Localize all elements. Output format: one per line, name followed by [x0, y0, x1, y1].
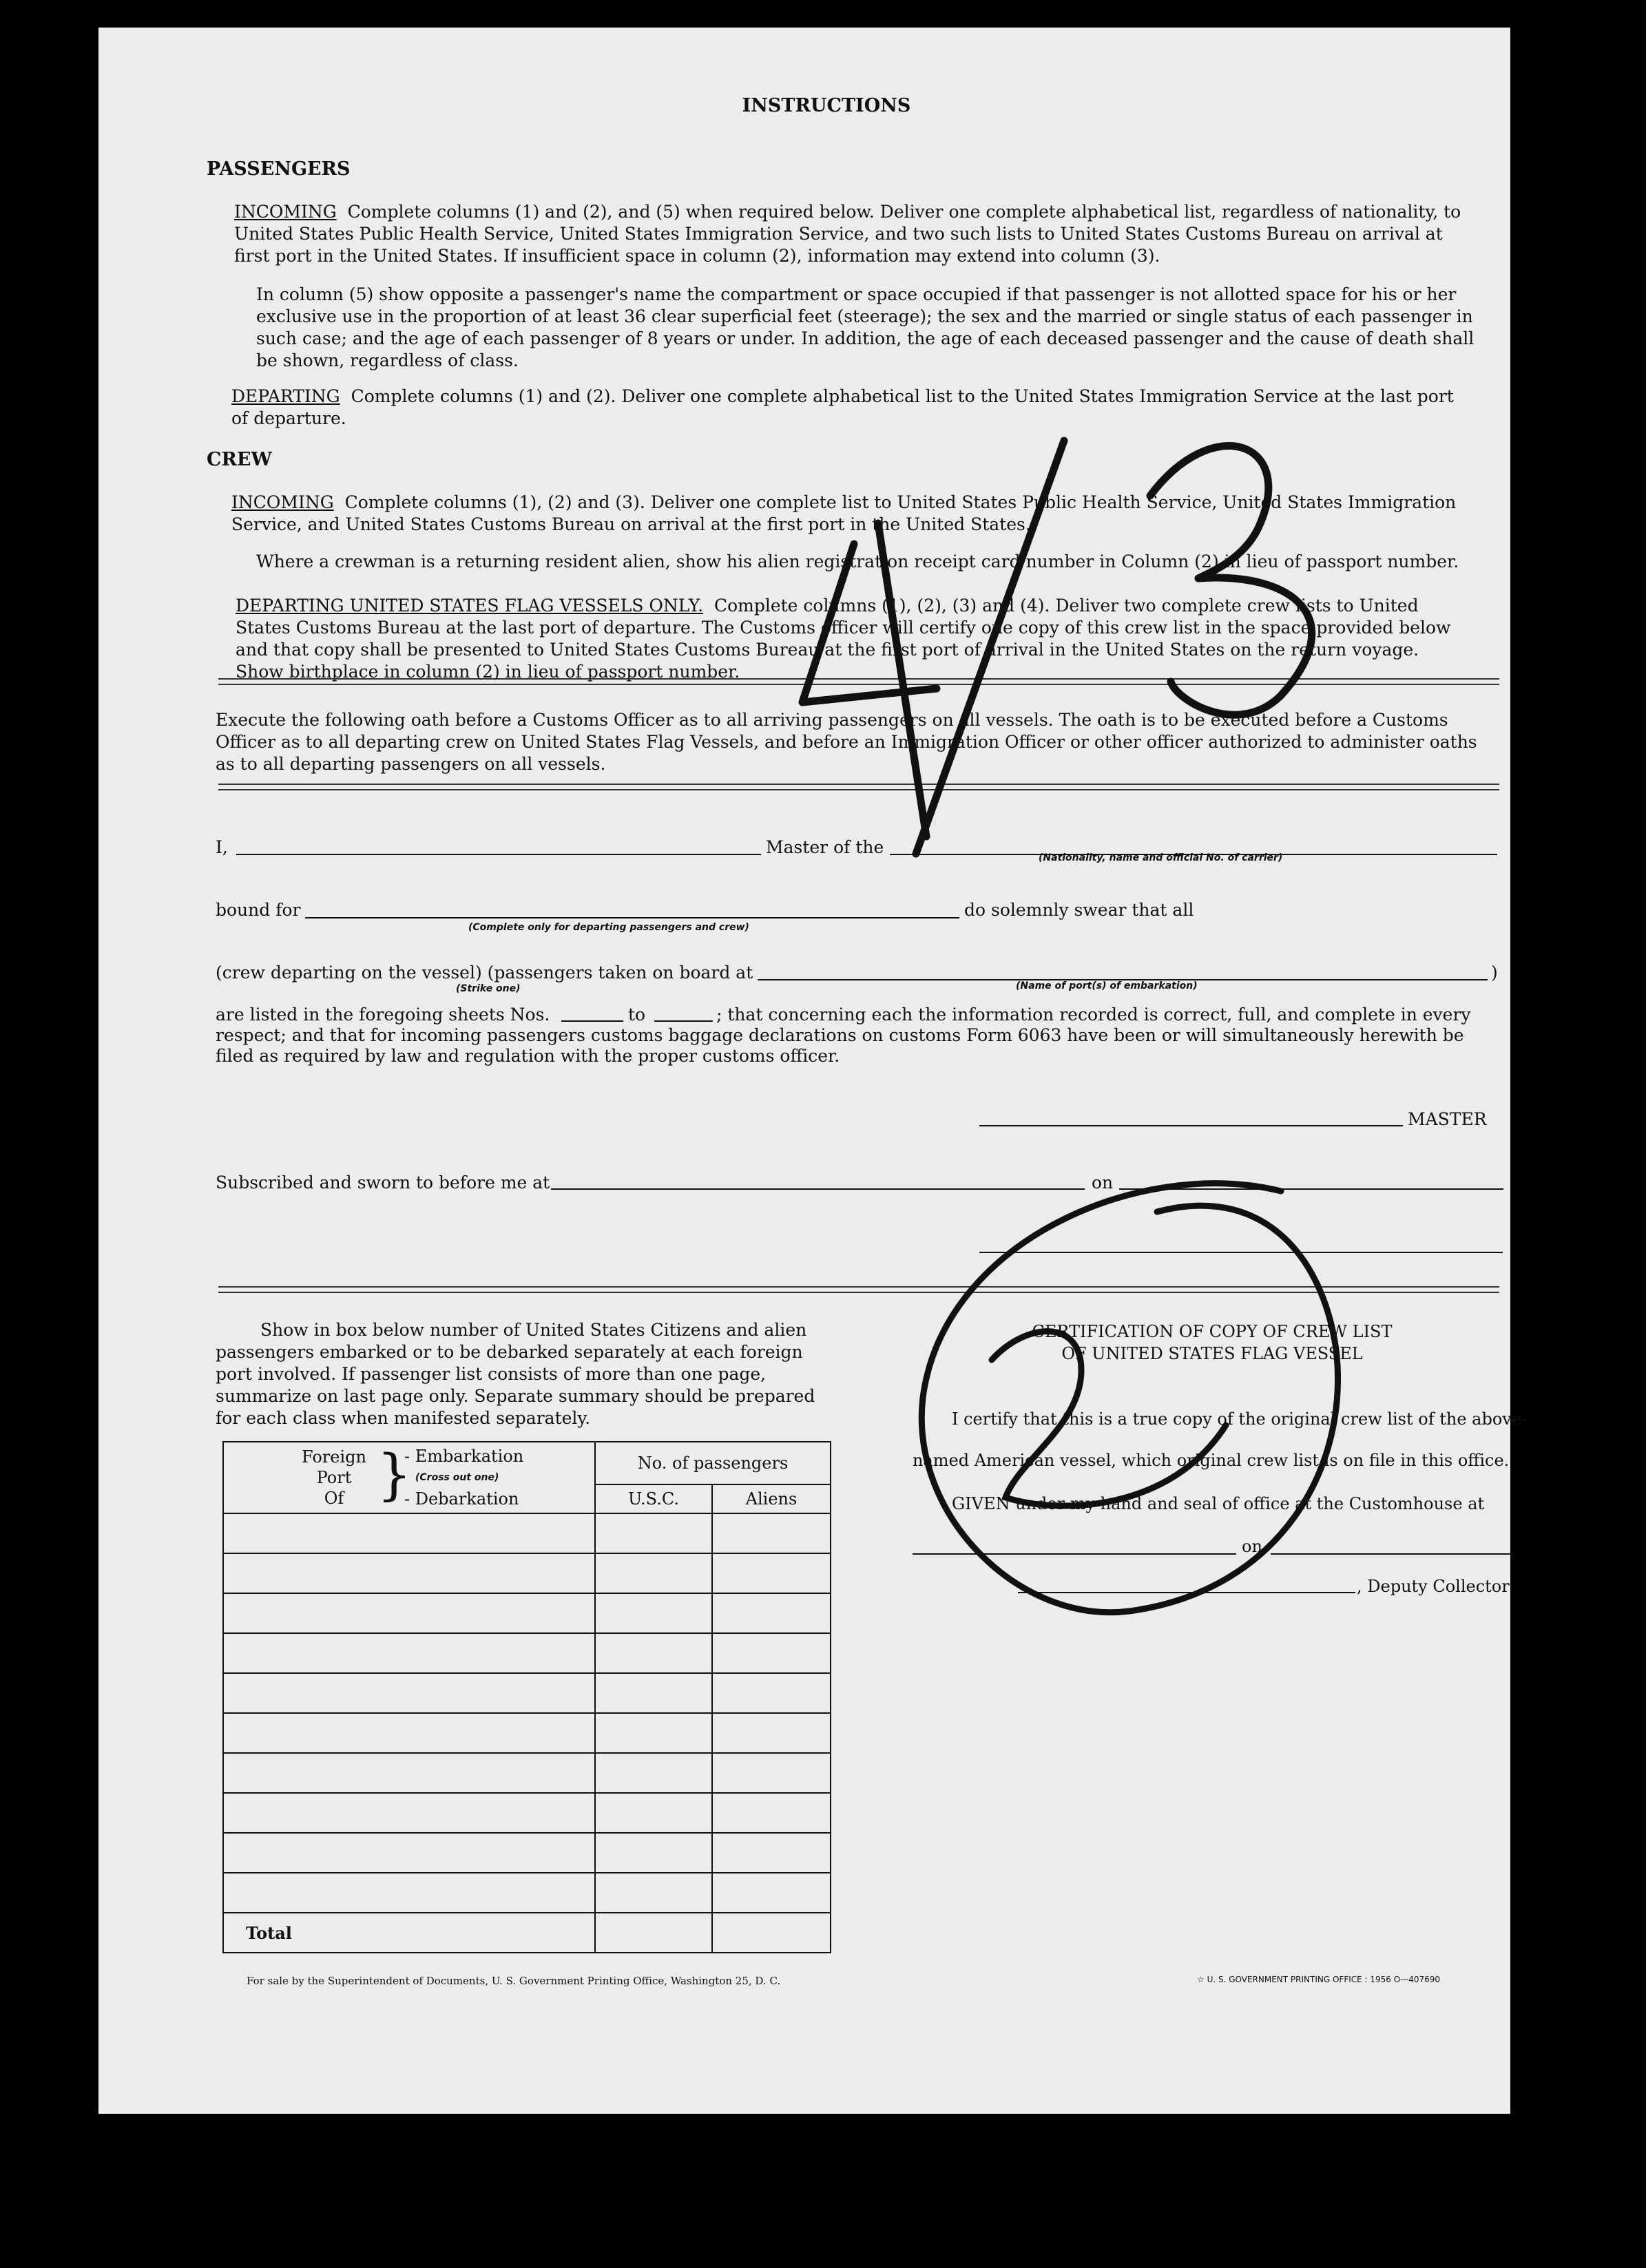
- certify-line1: I certify that this is a true copy of the original crew list of the above-: [952, 1409, 1528, 1429]
- oath-intro: Execute the following oath before a Customs Officer as to all arriving passengers on all vessels. The oath is to be executed before a Customs Officer as to all departing crew on United States Flag Vessels, and before an Immigration Officer or other officer authorized to administer oaths as to all departing passengers on all vessels.: [216, 710, 1477, 774]
- master-of-label: Master of the: [766, 837, 884, 857]
- oath-i: I,: [216, 837, 228, 857]
- given-text: GIVEN under my hand and seal of office at the Customhouse at: [952, 1494, 1485, 1513]
- cert-title-line1: CERTIFICATION OF COPY OF CREW LIST: [1032, 1322, 1393, 1341]
- cert-on-label: on: [1242, 1537, 1262, 1556]
- port-label: Port: [316, 1468, 352, 1487]
- incoming-text: Complete columns (1) and (2), and (5) when required below. Deliver one complete alphabetical list, regardless of nationality, to United States Public Health Service, United States Immigration Service, and two such lists to United States Customs Bureau on arrival at first port in the United States. If insufficient space in column (2), information may extend into column (3).: [234, 202, 1461, 266]
- passengers-heading: PASSENGERS: [207, 158, 351, 180]
- page-title: INSTRUCTIONS: [742, 95, 911, 116]
- crew-incoming-text: Complete columns (1), (2) and (3). Deliver one complete list to United States Public Health Service, United States Immigration Service, and United States Customs Bureau on arrival at the first port in the United States.: [231, 492, 1457, 534]
- listed-c: respect; and that for incoming passengers customs baggage declarations on customs Form 6063 have been or will simultaneously herewith be: [216, 1025, 1464, 1045]
- sheet-number-mark: [802, 441, 1312, 854]
- sworn-on-label: on: [1092, 1173, 1114, 1193]
- circled-number-mark: [921, 1184, 1337, 1613]
- listed-d: filed as required by law and regulation with the proper customs officer.: [216, 1046, 840, 1066]
- listed-to: to: [628, 1005, 646, 1025]
- aliens-header: Aliens: [712, 1484, 831, 1513]
- departing-label: DEPARTING: [231, 386, 340, 406]
- close-paren: ): [1491, 963, 1498, 983]
- crew-incoming-label: INCOMING: [231, 492, 334, 512]
- footer-right: ☆ U. S. GOVERNMENT PRINTING OFFICE : 1956 O—407690: [1197, 1975, 1441, 1984]
- listed-a: are listed in the foregoing sheets Nos.: [216, 1005, 550, 1025]
- crew-resident: Where a crewman is a returning resident alien, show his alien registration receipt card number in Column (2) in lieu of passport number.: [256, 552, 1459, 571]
- total-label: Total: [223, 1913, 595, 1953]
- subscribed-text: Subscribed and sworn to before me at: [216, 1173, 550, 1193]
- crew-heading: CREW: [207, 449, 272, 470]
- debarkation-label: - Debarkation: [404, 1489, 519, 1509]
- bound-for-label: bound for: [216, 900, 301, 920]
- departing-text: Complete columns (1) and (2). Deliver one complete alphabetical list to the United States Immigration Service at the last port of departure.: [231, 386, 1454, 428]
- crew-departing-text: Complete columns (1), (2), (3) and (4). Deliver two complete crew lists to United States Customs Bureau at the last port of departure. The Customs officer will certify one copy of this crew list in the space provided below and that copy shall be presented to United States Customs Bureau at the first port of arrival in the United States on the return voyage. Show birthplace in column (2) in lieu of passport number.: [236, 596, 1451, 682]
- usc-header: U.S.C.: [595, 1484, 712, 1513]
- certify-line2: named American vessel, which original crew list is on file in this office.: [913, 1451, 1510, 1470]
- crew-passengers-text: (crew departing on the vessel) (passengers taken on board at: [216, 963, 753, 983]
- cert-title-line2: OF UNITED STATES FLAG VESSEL: [1061, 1344, 1363, 1363]
- summary-instructions: Show in box below number of United States Citizens and alien passengers embarked or to be debarked separately at each foreign port involved. If passenger list consists of more than one page, summarize on last page only. Separate summary should be prepared for each class when manifested separately.: [216, 1320, 815, 1428]
- passengers-column5: In column (5) show opposite a passenger's name the compartment or space occupied if that passenger is not allotted space for his or her exclusive use in the proportion of at least 36 clear superficial feet (steerage); the sex and the married or single status of each passenger in such case; and the age of each passenger of 8 years or under. In addition, the age of each deceased passenger and the cause of death shall be shown, regardless of class.: [256, 284, 1475, 370]
- nationality-caption: (Nationality, name and official No. of carrier): [1039, 852, 1283, 863]
- embarkation-label: - Embarkation: [404, 1447, 524, 1466]
- listed-b: ; that concerning each the information recorded is correct, full, and complete in every: [716, 1005, 1471, 1025]
- bound-caption: (Complete only for departing passengers and crew): [468, 922, 749, 933]
- no-passengers-header: No. of passengers: [595, 1442, 831, 1484]
- foreign-label: Foreign: [302, 1447, 366, 1467]
- strike-caption: (Strike one): [456, 983, 521, 994]
- deputy-label: , Deputy Collector: [1357, 1577, 1510, 1596]
- port-caption: (Name of port(s) of embarkation): [1016, 980, 1198, 991]
- cross-out-caption: (Cross out one): [415, 1472, 499, 1483]
- brace-icon: }: [377, 1442, 412, 1506]
- footer-left: For sale by the Superintendent of Documents, U. S. Government Printing Office, Washington 25, D. C.: [247, 1975, 781, 1987]
- of-label: Of: [324, 1489, 344, 1508]
- swear-text: do solemnly swear that all: [964, 900, 1194, 920]
- crew-departing-label: DEPARTING UNITED STATES FLAG VESSELS ONLY.: [236, 596, 704, 616]
- incoming-label: INCOMING: [234, 202, 337, 222]
- master-label: MASTER: [1408, 1109, 1487, 1129]
